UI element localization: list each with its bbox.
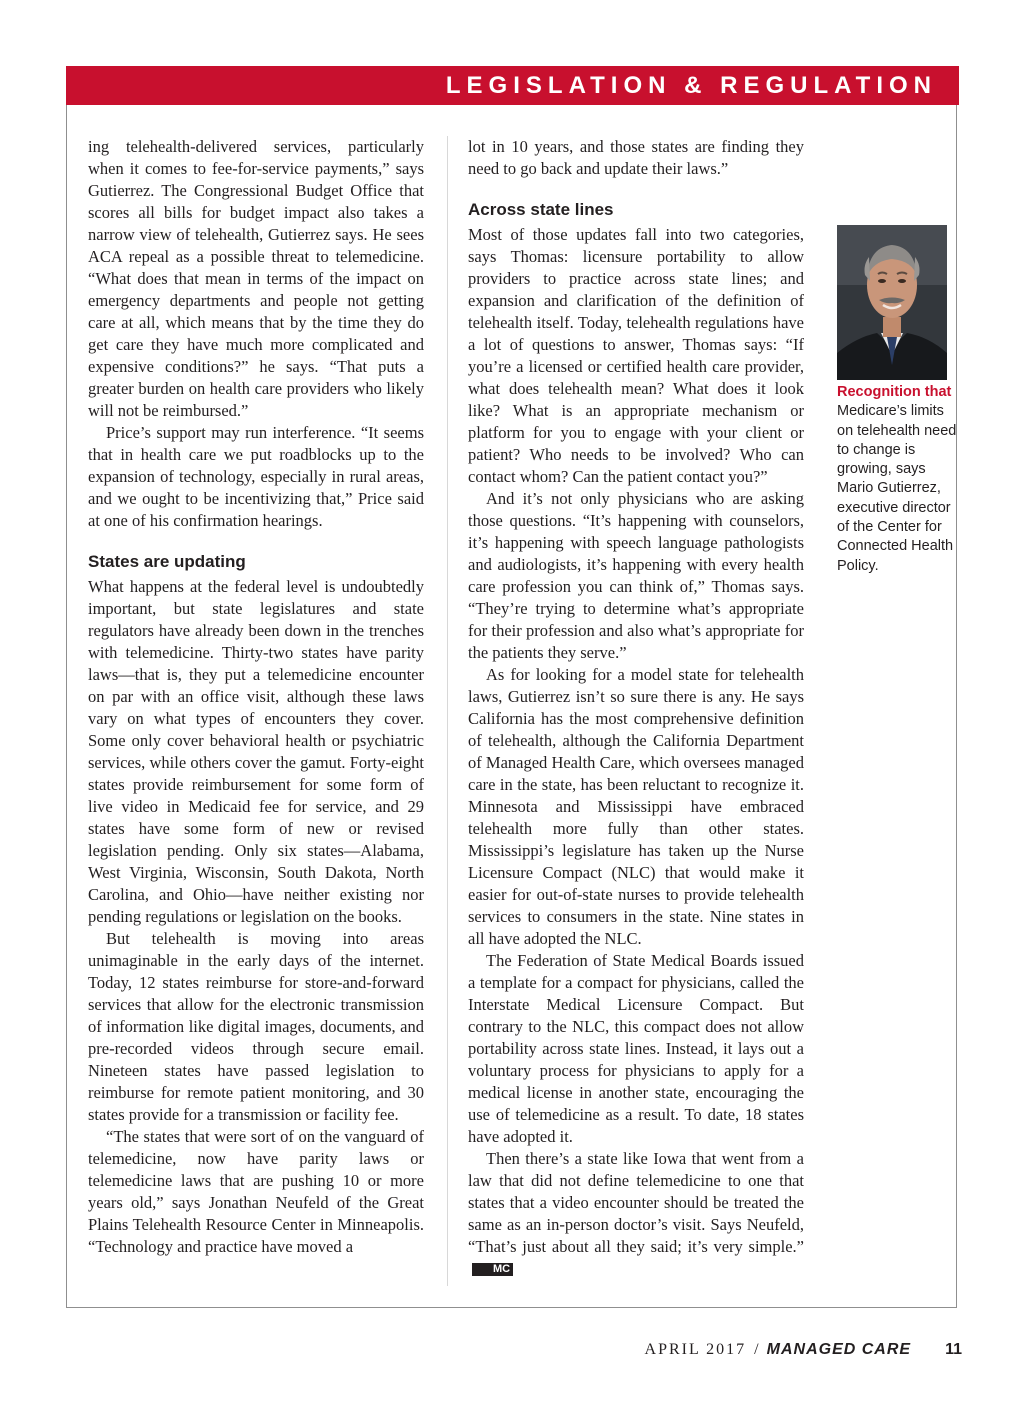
article-paragraph: Most of those updates fall into two categories, says Thomas: licensure portability to allow providers to practice across state lines; and expansion and clarification of the definition of telehealth itself. Today, telehealth regulations have a lot of questions to answer, Thomas says: “If you’re a licensed or certified health care provider, what does telehealth mean? What does it look like? What is an appropriate mechanism or platform for you to engage with your client or patient? Who needs to be involved? Who can contact whom? Can the patient contact you?”	[468, 225, 804, 486]
section-subhead: States are updating	[88, 552, 246, 571]
article-paragraph: The Federation of State Medical Boards issued a template for a compact for physicians, called the Interstate Medical Licensure Compact. But contrary to the NLC, this compact does not allow portability across state lines. Instead, it lays out a voluntary process for physicians to apply for a medical license in another state, encouraging the use of telemedicine as a result. To date, 18 states have adopted it.	[468, 951, 804, 1146]
section-header-bar	[66, 66, 959, 105]
article-paragraph: As for looking for a model state for telehealth laws, Gutierrez isn’t so sure there is any. He says California has the most comprehensive definition of telehealth, although the California Department of Managed Health Care, which oversees managed care in the state, has been reluctant to recognize it. Minnesota and Mississippi have embraced telehealth more fully than other states. Mississippi’s legislature has taken up the Nurse Licensure Compact (NLC) that would make it easier for out-of-state nurses to provide telehealth services to consumers in the state. Nine states in all have adopted the NLC.	[468, 665, 804, 948]
portrait-illustration	[837, 225, 947, 380]
article-paragraph: What happens at the federal level is undoubtedly important, but state legislatures and state regulators have already been down in the trenches with telemedicine. Thirty-two states have parity laws—that is, they put a telemedicine encounter on par with an office visit, although these laws vary on what types of encounters they cover. Some only cover behavioral health or psychiatric services, while others cover the gamut. Forty-eight states provide reimbursement for some form of live video in Medicaid fee for service, and 29 states have some form of new or revised legislation pending. Only six states—Alabama, West Virginia, Wisconsin, South Dakota, North Carolina, and Ohio—have neither existing nor pending regulations or legislation on the books.	[88, 577, 424, 926]
article-column-left	[88, 136, 424, 1258]
end-mark-icon: MC	[472, 1263, 513, 1276]
article-paragraph: “The states that were sort of on the vanguard of telemedicine, now have parity laws or telemedicine laws that are pushing 10 or more years old,” says Jonathan Neufeld of the Great Plains Telehealth Resource Center in Minneapolis. “Technology and practice have moved a	[88, 1127, 424, 1256]
article-paragraph: ing telehealth-delivered services, particularly when it comes to fee-for-service payments,” says Gutierrez. The Congressional Budget Office that scores all bills for budget impact also takes a narrow view of telehealth, Gutierrez says. He sees ACA repeal as a possible threat to telemedicine. “What does that mean in terms of the impact on emergency departments and people not getting care at all, which means that by the time they do get care they have much more complicated and expensive conditions?” he says. “That puts a greater burden on health care providers who likely will not be reimbursed.”	[88, 137, 424, 420]
article-paragraph: But telehealth is moving into areas unimaginable in the early days of the internet. Today, 12 states reimburse for store-and-forward services that allow for the electronic transmission of information like digital images, documents, and pre-recorded videos through secure email. Nineteen states have passed legislation to reimburse for remote patient monitoring, and 30 states provide for a transmission or facility fee.	[88, 929, 424, 1124]
portrait-photo	[837, 225, 947, 380]
magazine-name: MANAGED CARE	[766, 1341, 912, 1358]
article-paragraph: lot in 10 years, and those states are finding they need to go back and update their laws.”	[468, 137, 804, 178]
article-paragraph-final	[468, 1148, 804, 1280]
issue-date: APRIL 2017	[644, 1341, 747, 1358]
section-subhead: Across state lines	[468, 200, 614, 219]
caption-lead: Recognition that	[837, 384, 952, 400]
final-paragraph-text: Then there’s a state like Iowa that went from a law that did not define telemedicine to one that states that a video encounter should be treated the same as an in-person doctor’s visit. Says Neufeld, “That’s just about all they said; it’s very simple.”	[468, 1149, 804, 1256]
article-paragraph: Price’s support may run interference. “It seems that in health care we put roadblocks up to the expansion of technology, especially in rural areas, and we ought to be incentivizing that,” Price said at one of his confirmation hearings.	[88, 423, 424, 530]
page-footer	[645, 1340, 962, 1360]
section-title: LEGISLATION & REGULATION	[445, 72, 937, 99]
page-number: 11	[945, 1341, 962, 1358]
column-divider	[447, 136, 448, 1286]
article-column-right	[468, 136, 804, 1280]
article-paragraph: And it’s not only physicians who are asking those questions. “It’s happening with counselors, it’s happening with speech language pathologists and audiologists, it’s happening with every health care profession you can think of,” Thomas says. “They’re trying to determine what’s appropriate for their profession and also what’s appropriate for the patients they serve.”	[468, 489, 804, 662]
photo-caption	[837, 383, 959, 576]
footer-separator: /	[754, 1341, 759, 1358]
caption-text: Medicare’s limits on telehealth need to change is growing, says Mario Gutierrez, executive director of the Center for Connected Health Policy.	[837, 403, 957, 574]
